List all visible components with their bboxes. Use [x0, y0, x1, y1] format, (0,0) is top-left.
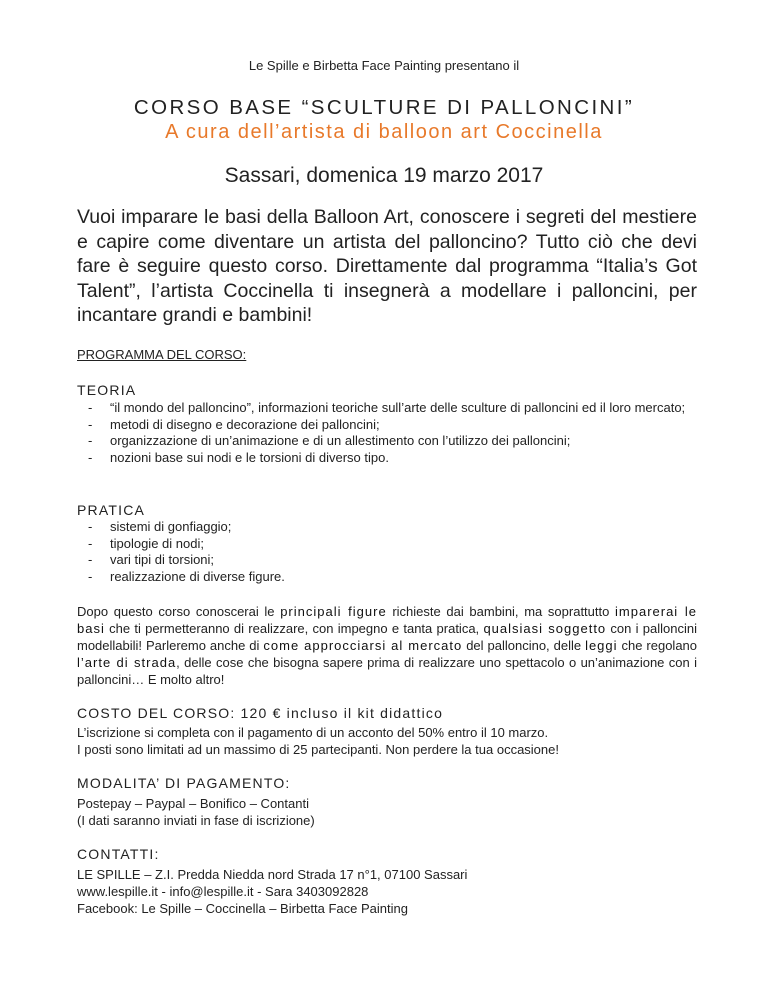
list-item-text: organizzazione di un’animazione e di un allestimento con l’utilizzo dei palloncini;: [110, 433, 571, 448]
list-item: [88, 569, 688, 586]
teoria-heading: TEORIA: [77, 382, 137, 398]
description-text: che regolano: [617, 638, 698, 653]
list-item-text: vari tipi di torsioni;: [110, 552, 215, 567]
highlight-come-approcciarsi: come approcciarsi al mercato: [263, 638, 463, 653]
highlight-leggi: leggi: [585, 638, 618, 653]
cost-heading: COSTO DEL CORSO: 120 € incluso il kit didattico: [77, 705, 444, 721]
bullet-dash: -: [88, 519, 93, 534]
course-title: CORSO BASE “SCULTURE DI PALLONCINI”: [133, 96, 635, 119]
cost-line: L’iscrizione si completa con il pagamento di un acconto del 50% entro il 10 marzo.: [77, 725, 549, 740]
list-item-text: metodi di disegno e decorazione dei palloncini;: [110, 416, 380, 432]
pratica-list: [88, 519, 688, 585]
list-item: [88, 519, 688, 536]
event-date: Sassari, domenica 19 marzo 2017: [224, 164, 544, 187]
course-subtitle: A cura dell’artista di balloon art Coccinella: [165, 121, 603, 143]
description-text: con i palloncini modellabili! Parleremo anche di: [77, 621, 698, 653]
payment-methods: Postepay – Paypal – Bonifico – Contanti: [77, 796, 309, 811]
cost-details: [77, 724, 559, 758]
bullet-dash: -: [88, 449, 93, 465]
bullet-dash: -: [88, 568, 93, 584]
description-text: Dopo questo corso conoscerai le: [77, 604, 281, 619]
contact-address: LE SPILLE – Z.I. Predda Niedda nord Strada 17 n°1, 07100 Sassari: [77, 867, 468, 882]
description-paragraph: [77, 603, 697, 688]
list-item-text: tipologie di nodi;: [110, 535, 204, 551]
contact-facebook: Facebook: Le Spille – Coccinella – Birbetta Face Painting: [77, 901, 408, 916]
payment-note: (I dati saranno inviati in fase di iscrizione): [77, 813, 315, 828]
list-item: [88, 450, 688, 467]
program-heading: PROGRAMMA DEL CORSO:: [77, 347, 247, 362]
highlight-imparerai-le-basi: imparerai le basi: [77, 604, 697, 636]
teoria-list: [88, 400, 688, 466]
list-item-text: nozioni base sui nodi e le torsioni di diverso tipo.: [110, 449, 389, 465]
payment-heading: MODALITA’ DI PAGAMENTO:: [77, 775, 291, 791]
description-text: che ti permetteranno di realizzare, con impegno e tanta pratica,: [104, 621, 484, 636]
list-item: [88, 433, 688, 450]
list-item: [88, 552, 688, 569]
highlight-qualsiasi-soggetto: qualsiasi soggetto: [483, 621, 607, 636]
bullet-dash: -: [88, 400, 93, 415]
list-item: [88, 536, 688, 553]
list-item-text: sistemi di gonfiaggio;: [110, 519, 232, 534]
list-item-text: “il mondo del palloncino”, informazioni teoriche sull’arte delle sculture di palloncini ed il loro mercato;: [110, 400, 686, 415]
cost-line: I posti sono limitati ad un massimo di 25 partecipanti. Non perdere la tua occasione!: [77, 742, 559, 757]
description-text: del palloncino, delle: [462, 638, 586, 653]
contacts-details: [77, 866, 467, 917]
bullet-dash: -: [88, 433, 93, 448]
bullet-dash: -: [88, 416, 93, 432]
list-item: [88, 417, 688, 434]
list-item-text: realizzazione di diverse figure.: [110, 568, 285, 584]
bullet-dash: -: [88, 535, 93, 551]
pratica-heading: PRATICA: [77, 502, 146, 518]
intro-line: Le Spille e Birbetta Face Painting presentano il: [248, 58, 520, 73]
highlight-principali-figure: principali figure: [280, 604, 387, 619]
lead-paragraph: Vuoi imparare le basi della Balloon Art, conoscere i segreti del mestiere e capire come diventare un artista del palloncino? Tutto ciò che devi fare è seguire questo corso. Direttamente dal programma “Italia’s Got Talent”, l’artista Coccinella ti insegnerà a modellare i palloncini, per incantare grandi e bambini!: [77, 206, 697, 326]
contact-web-email-phone: www.lespille.it - info@lespille.it - Sara 3403092828: [77, 884, 369, 899]
highlight-arte-di-strada: l’arte di strada: [77, 655, 177, 670]
description-text: , delle cose che bisogna sapere prima di realizzare uno spettacolo o un’animazione con i palloncini… E molto altro!: [77, 655, 697, 687]
description-text: richieste dai bambini, ma soprattutto: [386, 604, 616, 619]
list-item: [88, 400, 688, 417]
bullet-dash: -: [88, 552, 93, 567]
payment-details: [77, 795, 315, 829]
contacts-heading: CONTATTI:: [77, 846, 160, 862]
